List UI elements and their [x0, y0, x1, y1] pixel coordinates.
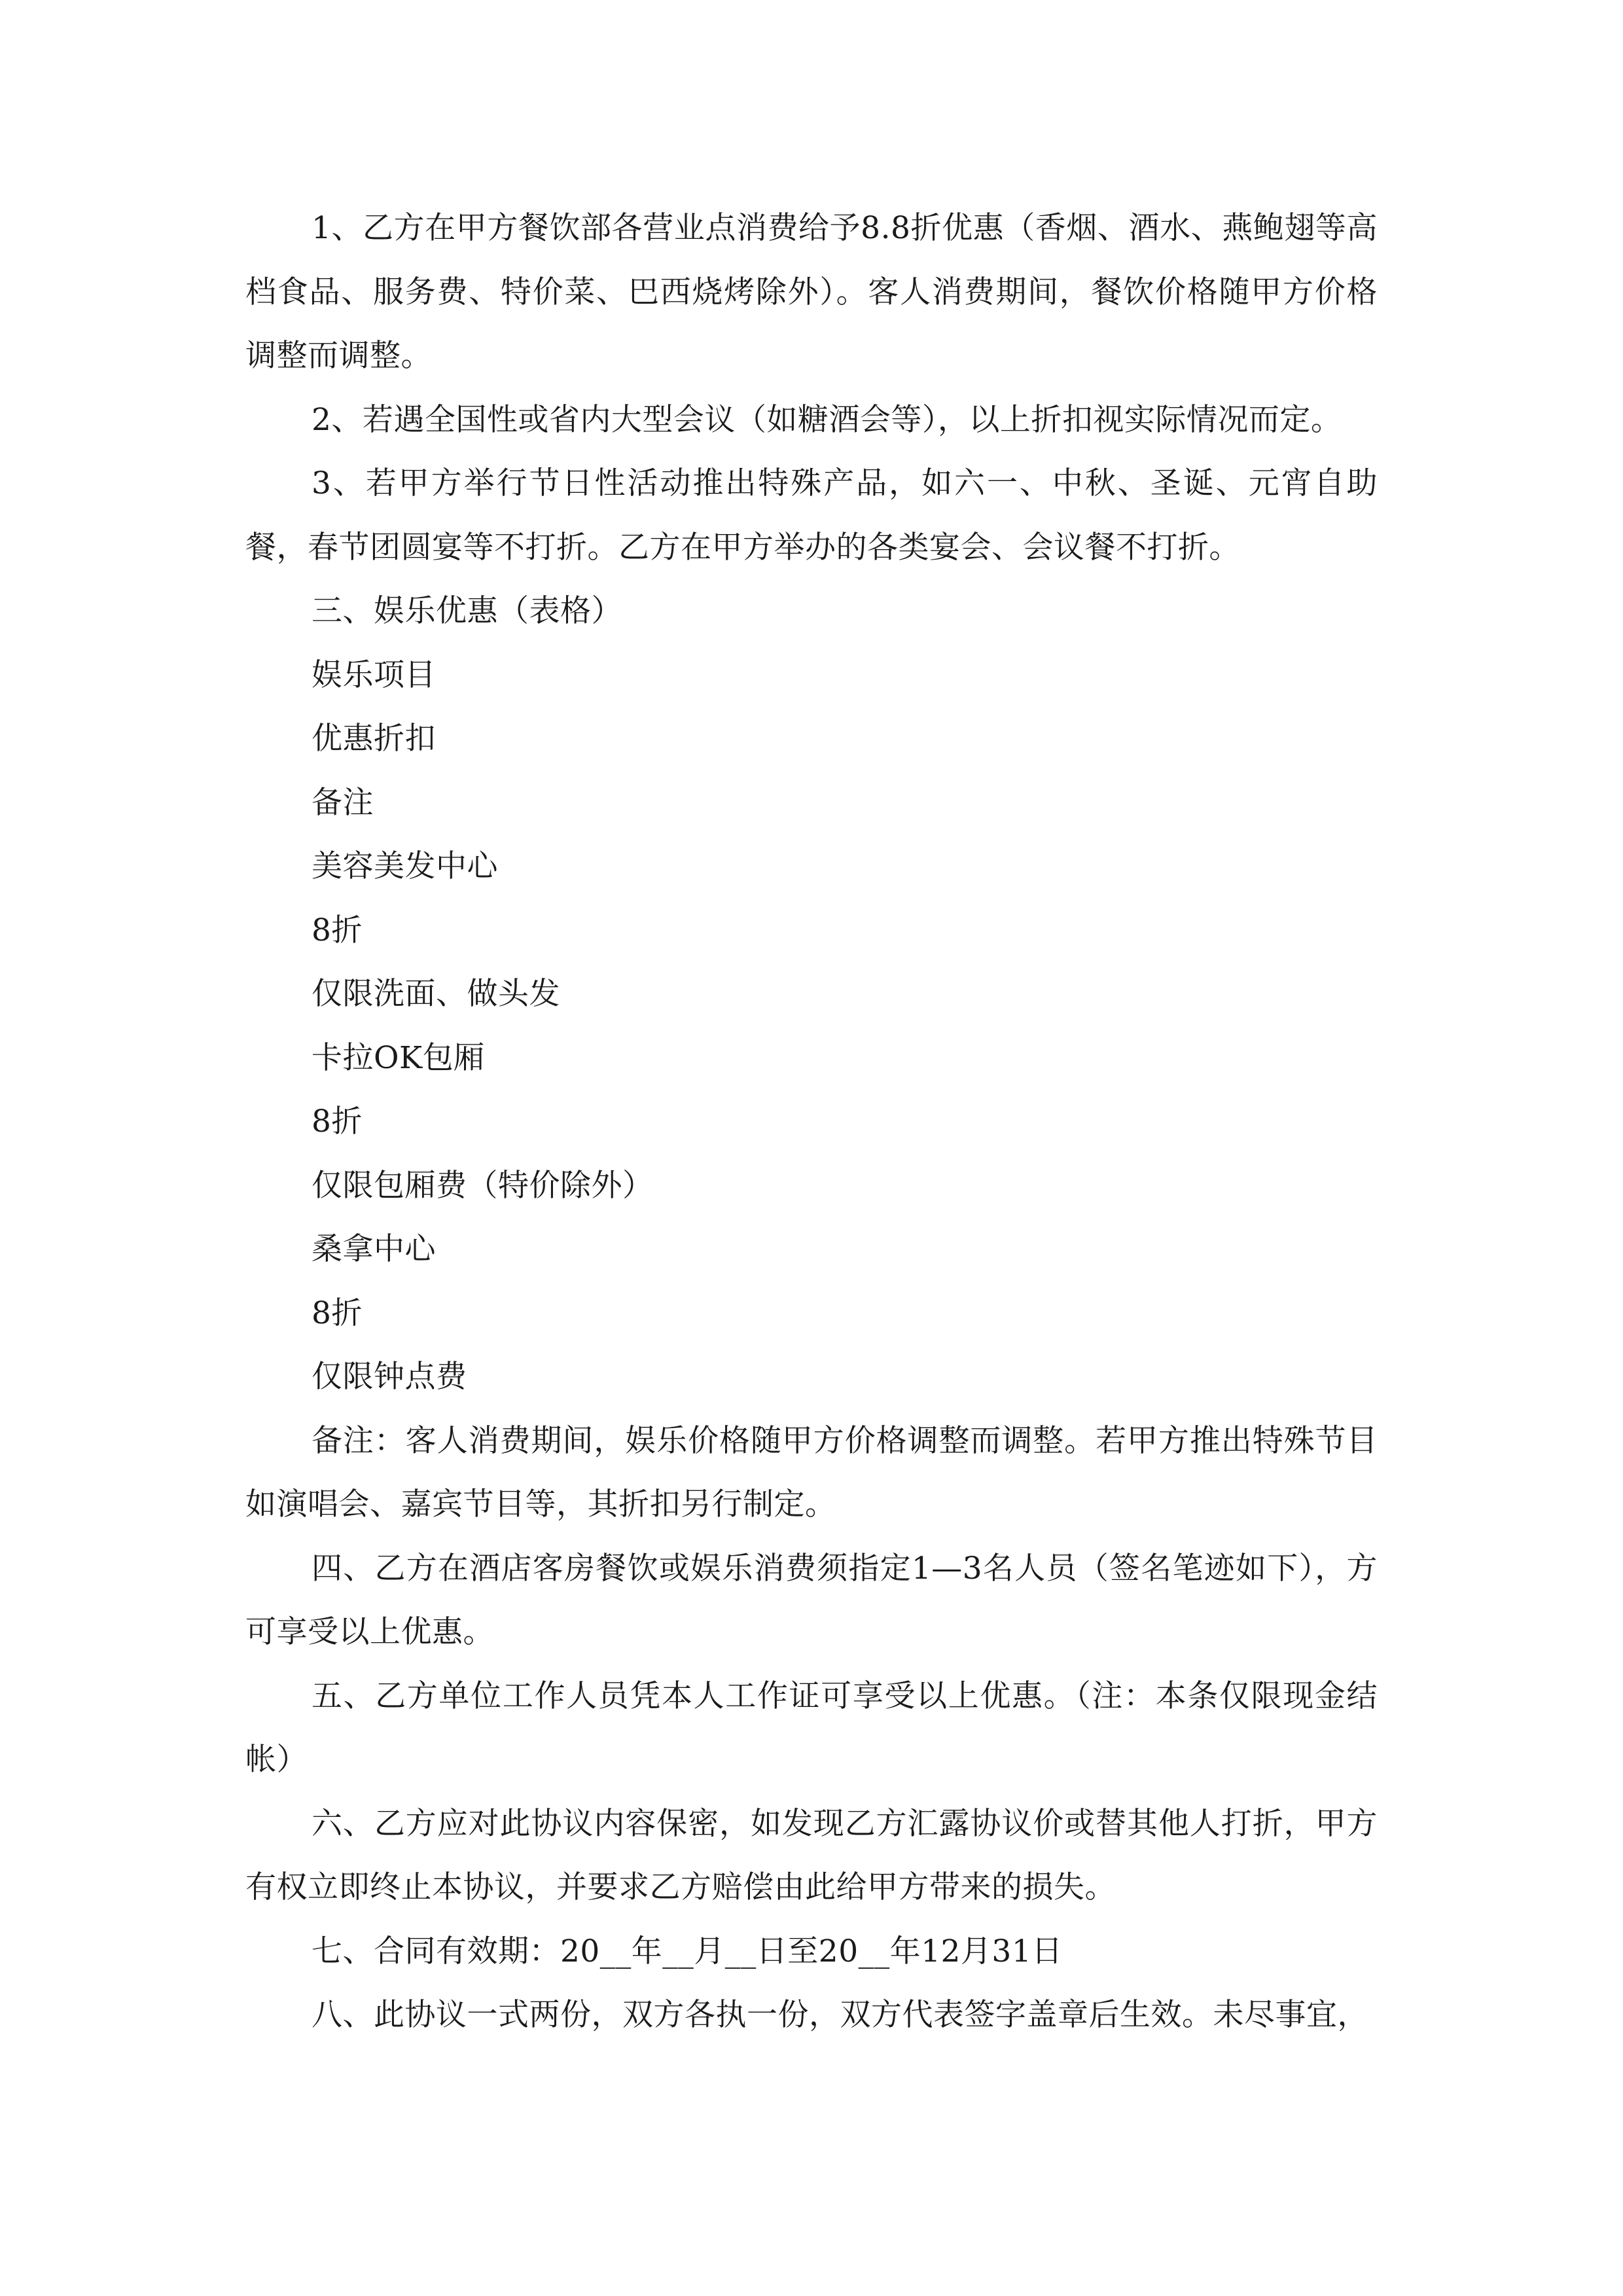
table-row-2-remark: 仅限包厢费（特价除外）	[312, 1167, 654, 1204]
section-3-heading: 三、娱乐优惠（表格）	[312, 593, 622, 629]
section-6-confidentiality: 六、乙方应对此协议内容保密，如发现乙方汇露协议价或替其他人打折，甲方有权立即终止本协议，并要求乙方赔偿由此给甲方带来的损失。	[245, 1805, 1378, 1905]
clause-3-holiday-events: 3、若甲方举行节日性活动推出特殊产品，如六一、中秋、圣诞、元宵自助餐，春节团圆宴等不打折。乙方在甲方举办的各类宴会、会议餐不打折。	[245, 465, 1378, 565]
document-body	[245, 196, 1378, 2047]
table-row-3-discount: 8折	[312, 1295, 363, 1331]
section-4-designated-persons: 四、乙方在酒店客房餐饮或娱乐消费须指定1—3名人员（签名笔迹如下），方可享受以上优惠。	[245, 1550, 1378, 1650]
table-header-discount: 优惠折扣	[312, 721, 436, 757]
clause-1-catering-discount: 1、乙方在甲方餐饮部各营业点消费给予8.8折优惠（香烟、酒水、燕鲍翅等高档食品、服务费、特价菜、巴西烧烤除外）。客人消费期间，餐饮价格随甲方价格调整而调整。	[245, 210, 1378, 374]
table-header-item: 娱乐项目	[312, 656, 436, 693]
table-row-1-remark: 仅限洗面、做头发	[312, 976, 560, 1012]
section-8-copies: 八、此协议一式两份，双方各执一份，双方代表签字盖章后生效。未尽事宜，	[312, 1997, 1368, 2033]
table-row-3-remark: 仅限钟点费	[312, 1359, 467, 1395]
table-row-1-discount: 8折	[312, 912, 363, 948]
table-row-3-item: 桑拿中心	[312, 1231, 436, 1267]
table-row-2-discount: 8折	[312, 1103, 363, 1139]
table-header-remark: 备注	[312, 784, 374, 821]
section-5-staff-id: 五、乙方单位工作人员凭本人工作证可享受以上优惠。（注：本条仅限现金结帐）	[245, 1677, 1378, 1778]
clause-2-conference-discount: 2、若遇全国性或省内大型会议（如糖酒会等），以上折扣视实际情况而定。	[312, 401, 1342, 438]
table-row-2-item: 卡拉OK包厢	[312, 1039, 485, 1076]
table-row-1-item: 美容美发中心	[312, 848, 498, 884]
entertainment-note: 备注：客人消费期间，娱乐价格随甲方价格调整而调整。若甲方推出特殊节目如演唱会、嘉宾节目等，其折扣另行制定。	[245, 1422, 1378, 1522]
section-7-validity-period: 七、合同有效期：20__年__月__日至20__年12月31日	[312, 1933, 1063, 1969]
